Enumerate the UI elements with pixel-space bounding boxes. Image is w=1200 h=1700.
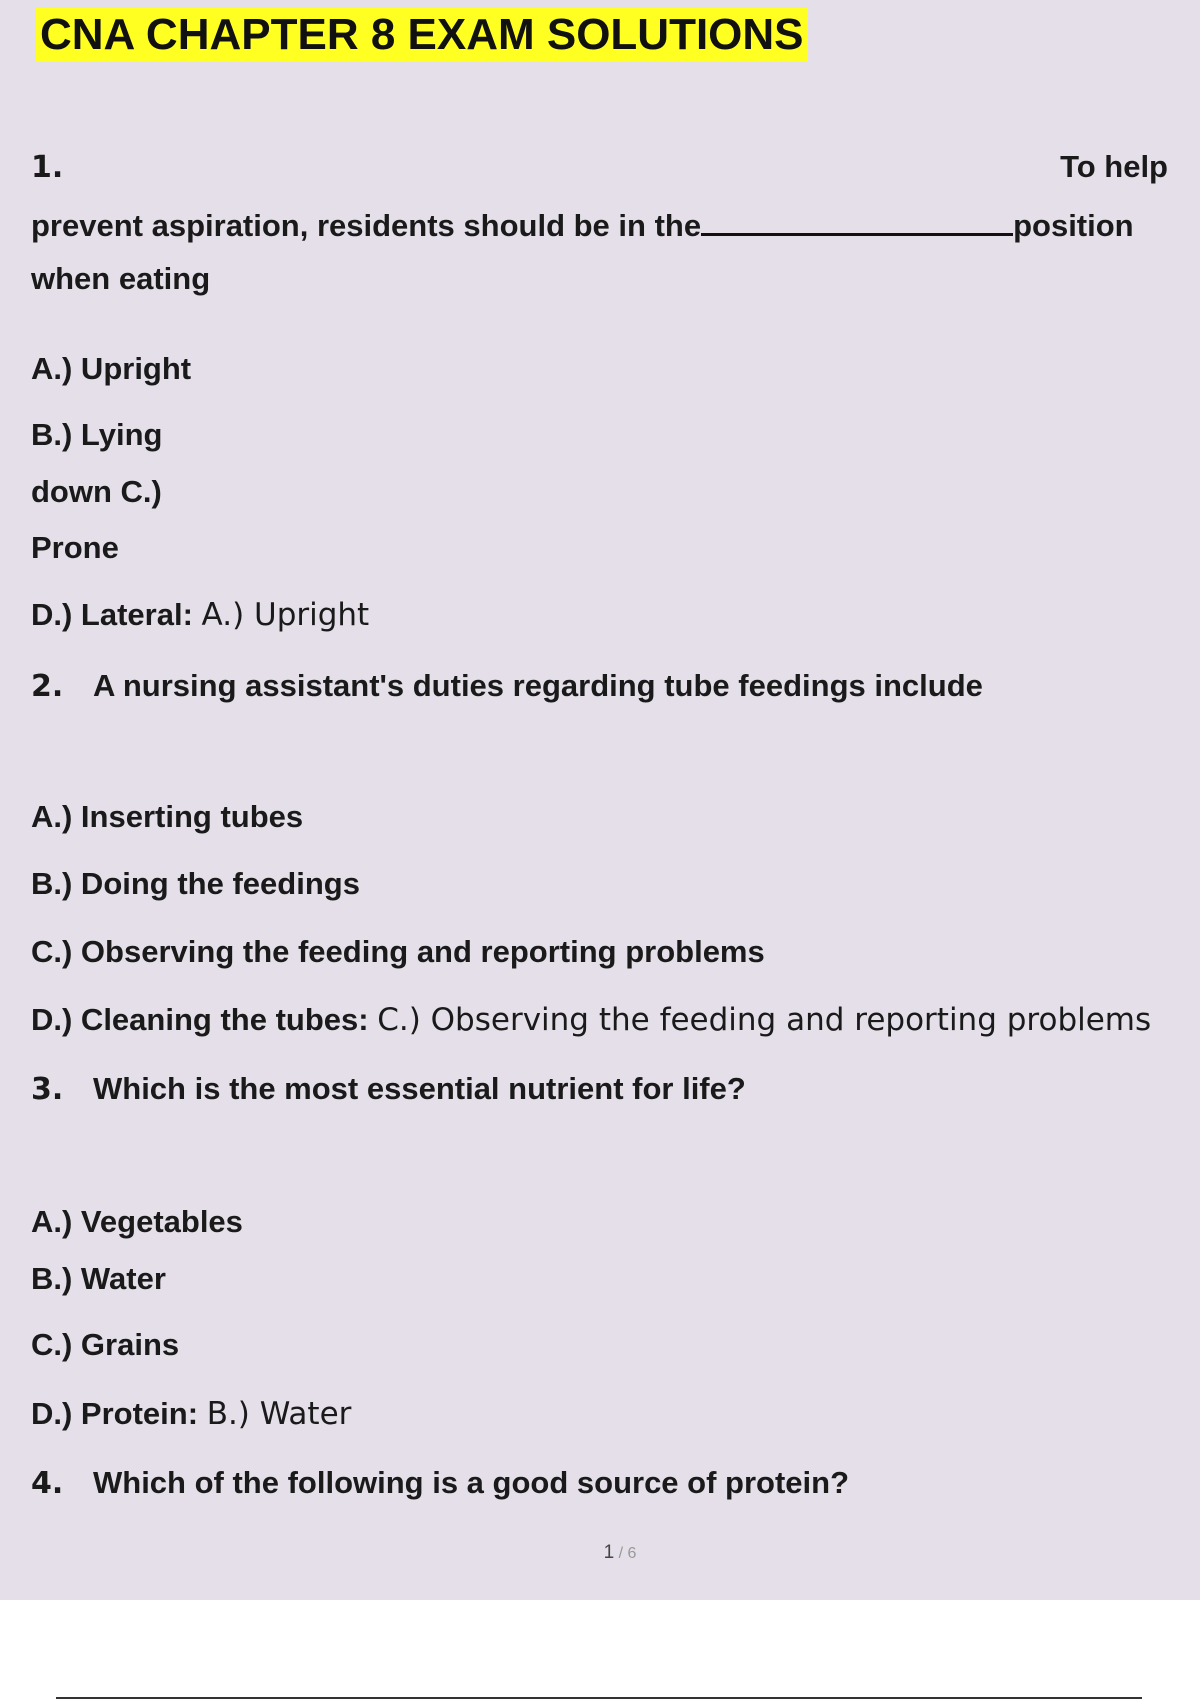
question-2-option-c: C.) Observing the feeding and reporting problems	[31, 934, 765, 969]
question-1-number-line	[31, 147, 93, 188]
question-1-text-line-3: when eating	[31, 261, 211, 296]
question-1-text-line-2	[31, 203, 1134, 246]
question-3-answer: B.) Water	[206, 1396, 352, 1432]
question-2-option-d	[31, 1000, 1151, 1040]
question-2	[31, 666, 983, 707]
option-d-label: D.) Lateral:	[31, 597, 193, 632]
question-2-option-b: B.) Doing the feedings	[31, 866, 360, 901]
question-3	[31, 1069, 746, 1110]
question-4-text: Which of the following is a good source of protein?	[93, 1465, 850, 1500]
document-title: CNA CHAPTER 8 EXAM SOLUTIONS	[36, 8, 808, 62]
question-1-option-c: down C.)	[31, 474, 162, 509]
question-2-answer: C.) Observing the feeding and reporting problems	[377, 1002, 1152, 1038]
next-page-rule	[56, 1697, 1142, 1699]
option-d-label: D.) Cleaning the tubes:	[31, 1002, 369, 1037]
question-1-option-d	[31, 595, 369, 635]
question-number: 3.	[31, 1072, 64, 1107]
current-page: 1	[603, 1542, 615, 1563]
question-3-option-a: A.) Vegetables	[31, 1204, 243, 1239]
question-1-text-left: prevent aspiration, residents should be in the	[31, 208, 702, 243]
total-pages: / 6	[614, 1545, 637, 1562]
question-1-option-b: B.) Lying	[31, 417, 163, 452]
question-3-option-d	[31, 1394, 351, 1434]
question-1-text-after-blank: position	[1013, 208, 1134, 243]
question-1-answer: A.) Upright	[201, 597, 370, 633]
page-indicator	[0, 1542, 1200, 1564]
question-number: 2.	[31, 669, 64, 704]
question-number: 4.	[31, 1466, 64, 1501]
option-d-label: D.) Protein:	[31, 1396, 199, 1431]
question-number: 1.	[31, 150, 64, 185]
question-1-option-c-cont: Prone	[31, 530, 119, 565]
answer-blank-line	[701, 203, 1013, 236]
question-3-option-b: B.) Water	[31, 1261, 166, 1296]
question-1-option-a: A.) Upright	[31, 351, 192, 386]
question-3-text: Which is the most essential nutrient for life?	[93, 1071, 746, 1106]
question-3-option-c: C.) Grains	[31, 1327, 180, 1362]
question-2-text: A nursing assistant's duties regarding tube feedings include	[93, 668, 983, 703]
question-1-text-right: To help	[1060, 149, 1168, 184]
question-2-option-a: A.) Inserting tubes	[31, 799, 304, 834]
question-4	[31, 1463, 849, 1504]
